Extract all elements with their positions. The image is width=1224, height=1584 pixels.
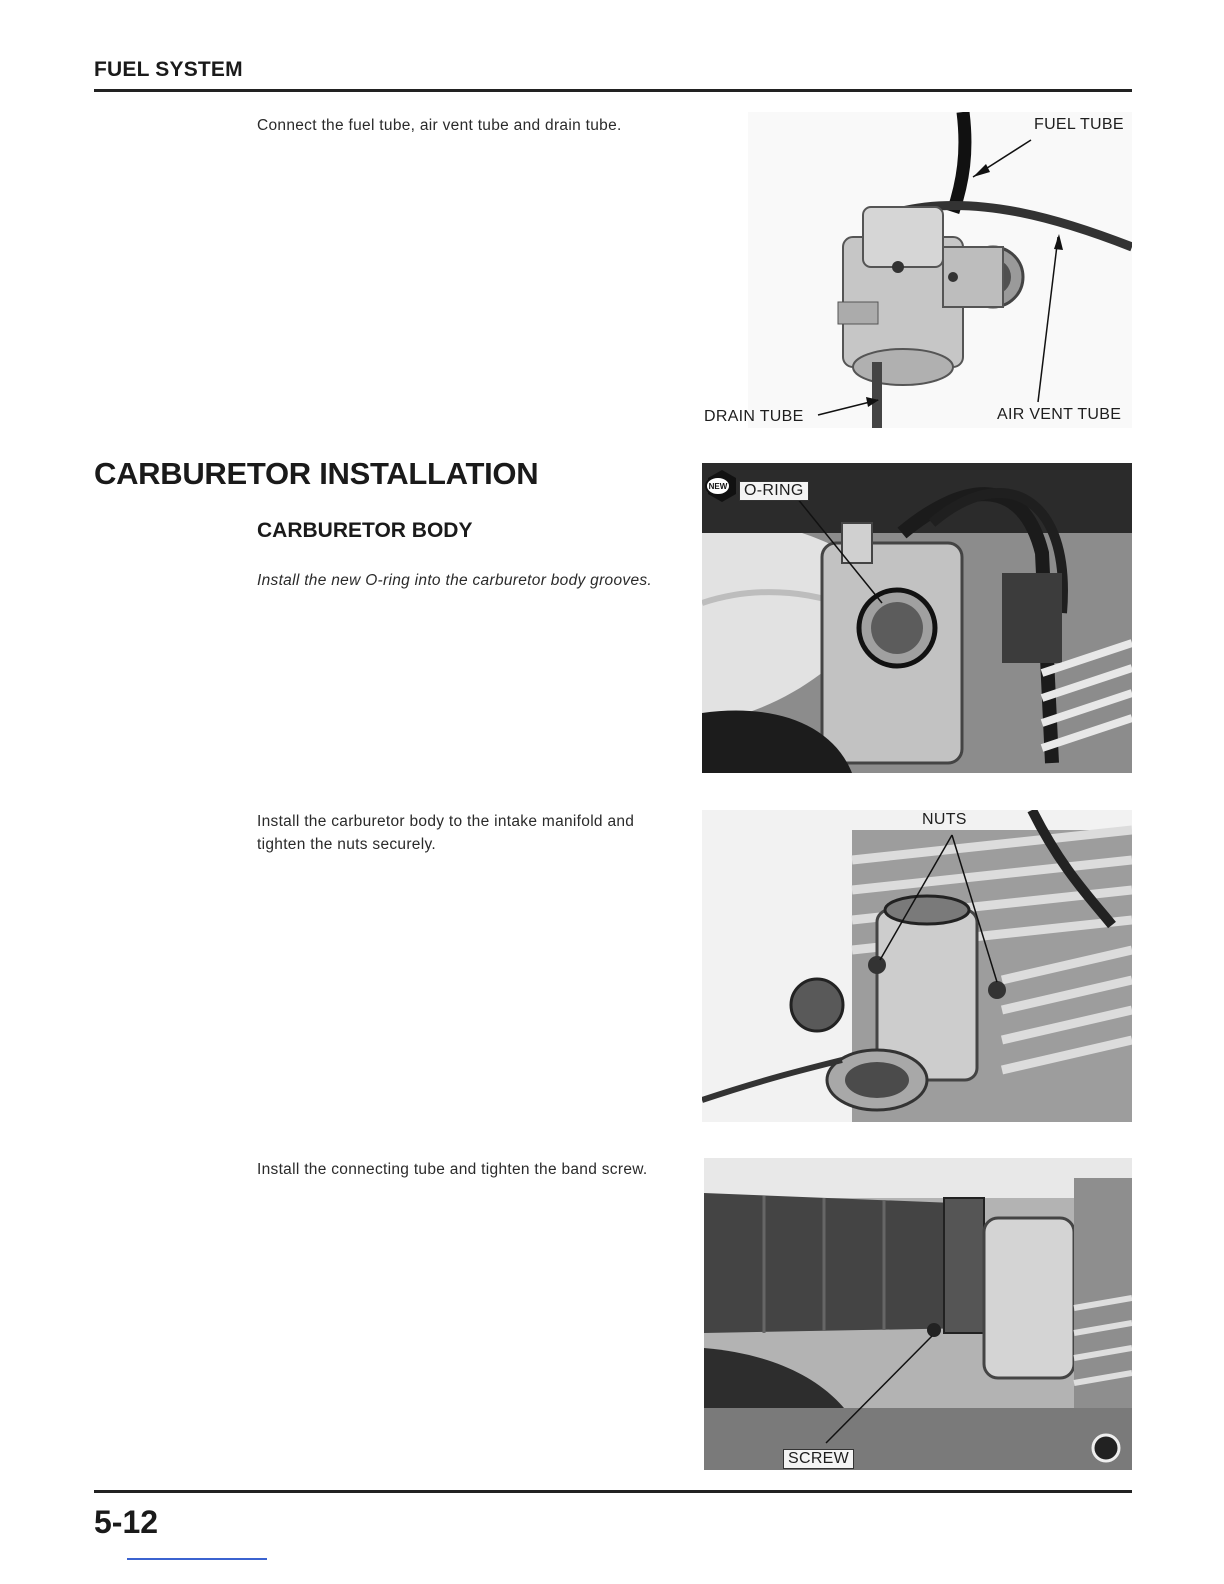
carburetor-nuts-photo: [702, 810, 1132, 1122]
step-install-oring-text: Install the new O-ring into the carburetor body grooves.: [257, 572, 653, 589]
fuel-tube-callout: FUEL TUBE: [1034, 116, 1124, 133]
blue-underline: [127, 1558, 267, 1560]
new-part-icon: [702, 468, 742, 504]
new-badge-label: NEW: [708, 482, 728, 491]
step-connect-tubes-text: Connect the fuel tube, air vent tube and drain tube.: [257, 117, 622, 134]
oring-installation-photo: [702, 463, 1132, 773]
drain-tube-callout: DRAIN TUBE: [704, 408, 804, 425]
page-number: 5-12: [94, 1504, 159, 1540]
carburetor-tubes-photo: [748, 112, 1132, 428]
screw-callout: SCREW: [783, 1449, 854, 1469]
subsection-title: CARBURETOR BODY: [257, 519, 473, 542]
step-install-tube-text: Install the connecting tube and tighten the band screw.: [257, 1161, 648, 1178]
header-divider: [94, 89, 1132, 92]
section-title: CARBURETOR INSTALLATION: [94, 456, 539, 491]
air-vent-tube-callout: AIR VENT TUBE: [997, 406, 1122, 423]
step-install-body-text: Install the carburetor body to the intake manifold and tighten the nuts securely.: [257, 813, 635, 853]
page-header-title: FUEL SYSTEM: [94, 58, 243, 81]
connecting-tube-screw-photo: [704, 1158, 1132, 1470]
oring-callout: O-RING: [739, 481, 809, 501]
footer-divider: [94, 1490, 1132, 1493]
nuts-callout: NUTS: [922, 811, 967, 828]
